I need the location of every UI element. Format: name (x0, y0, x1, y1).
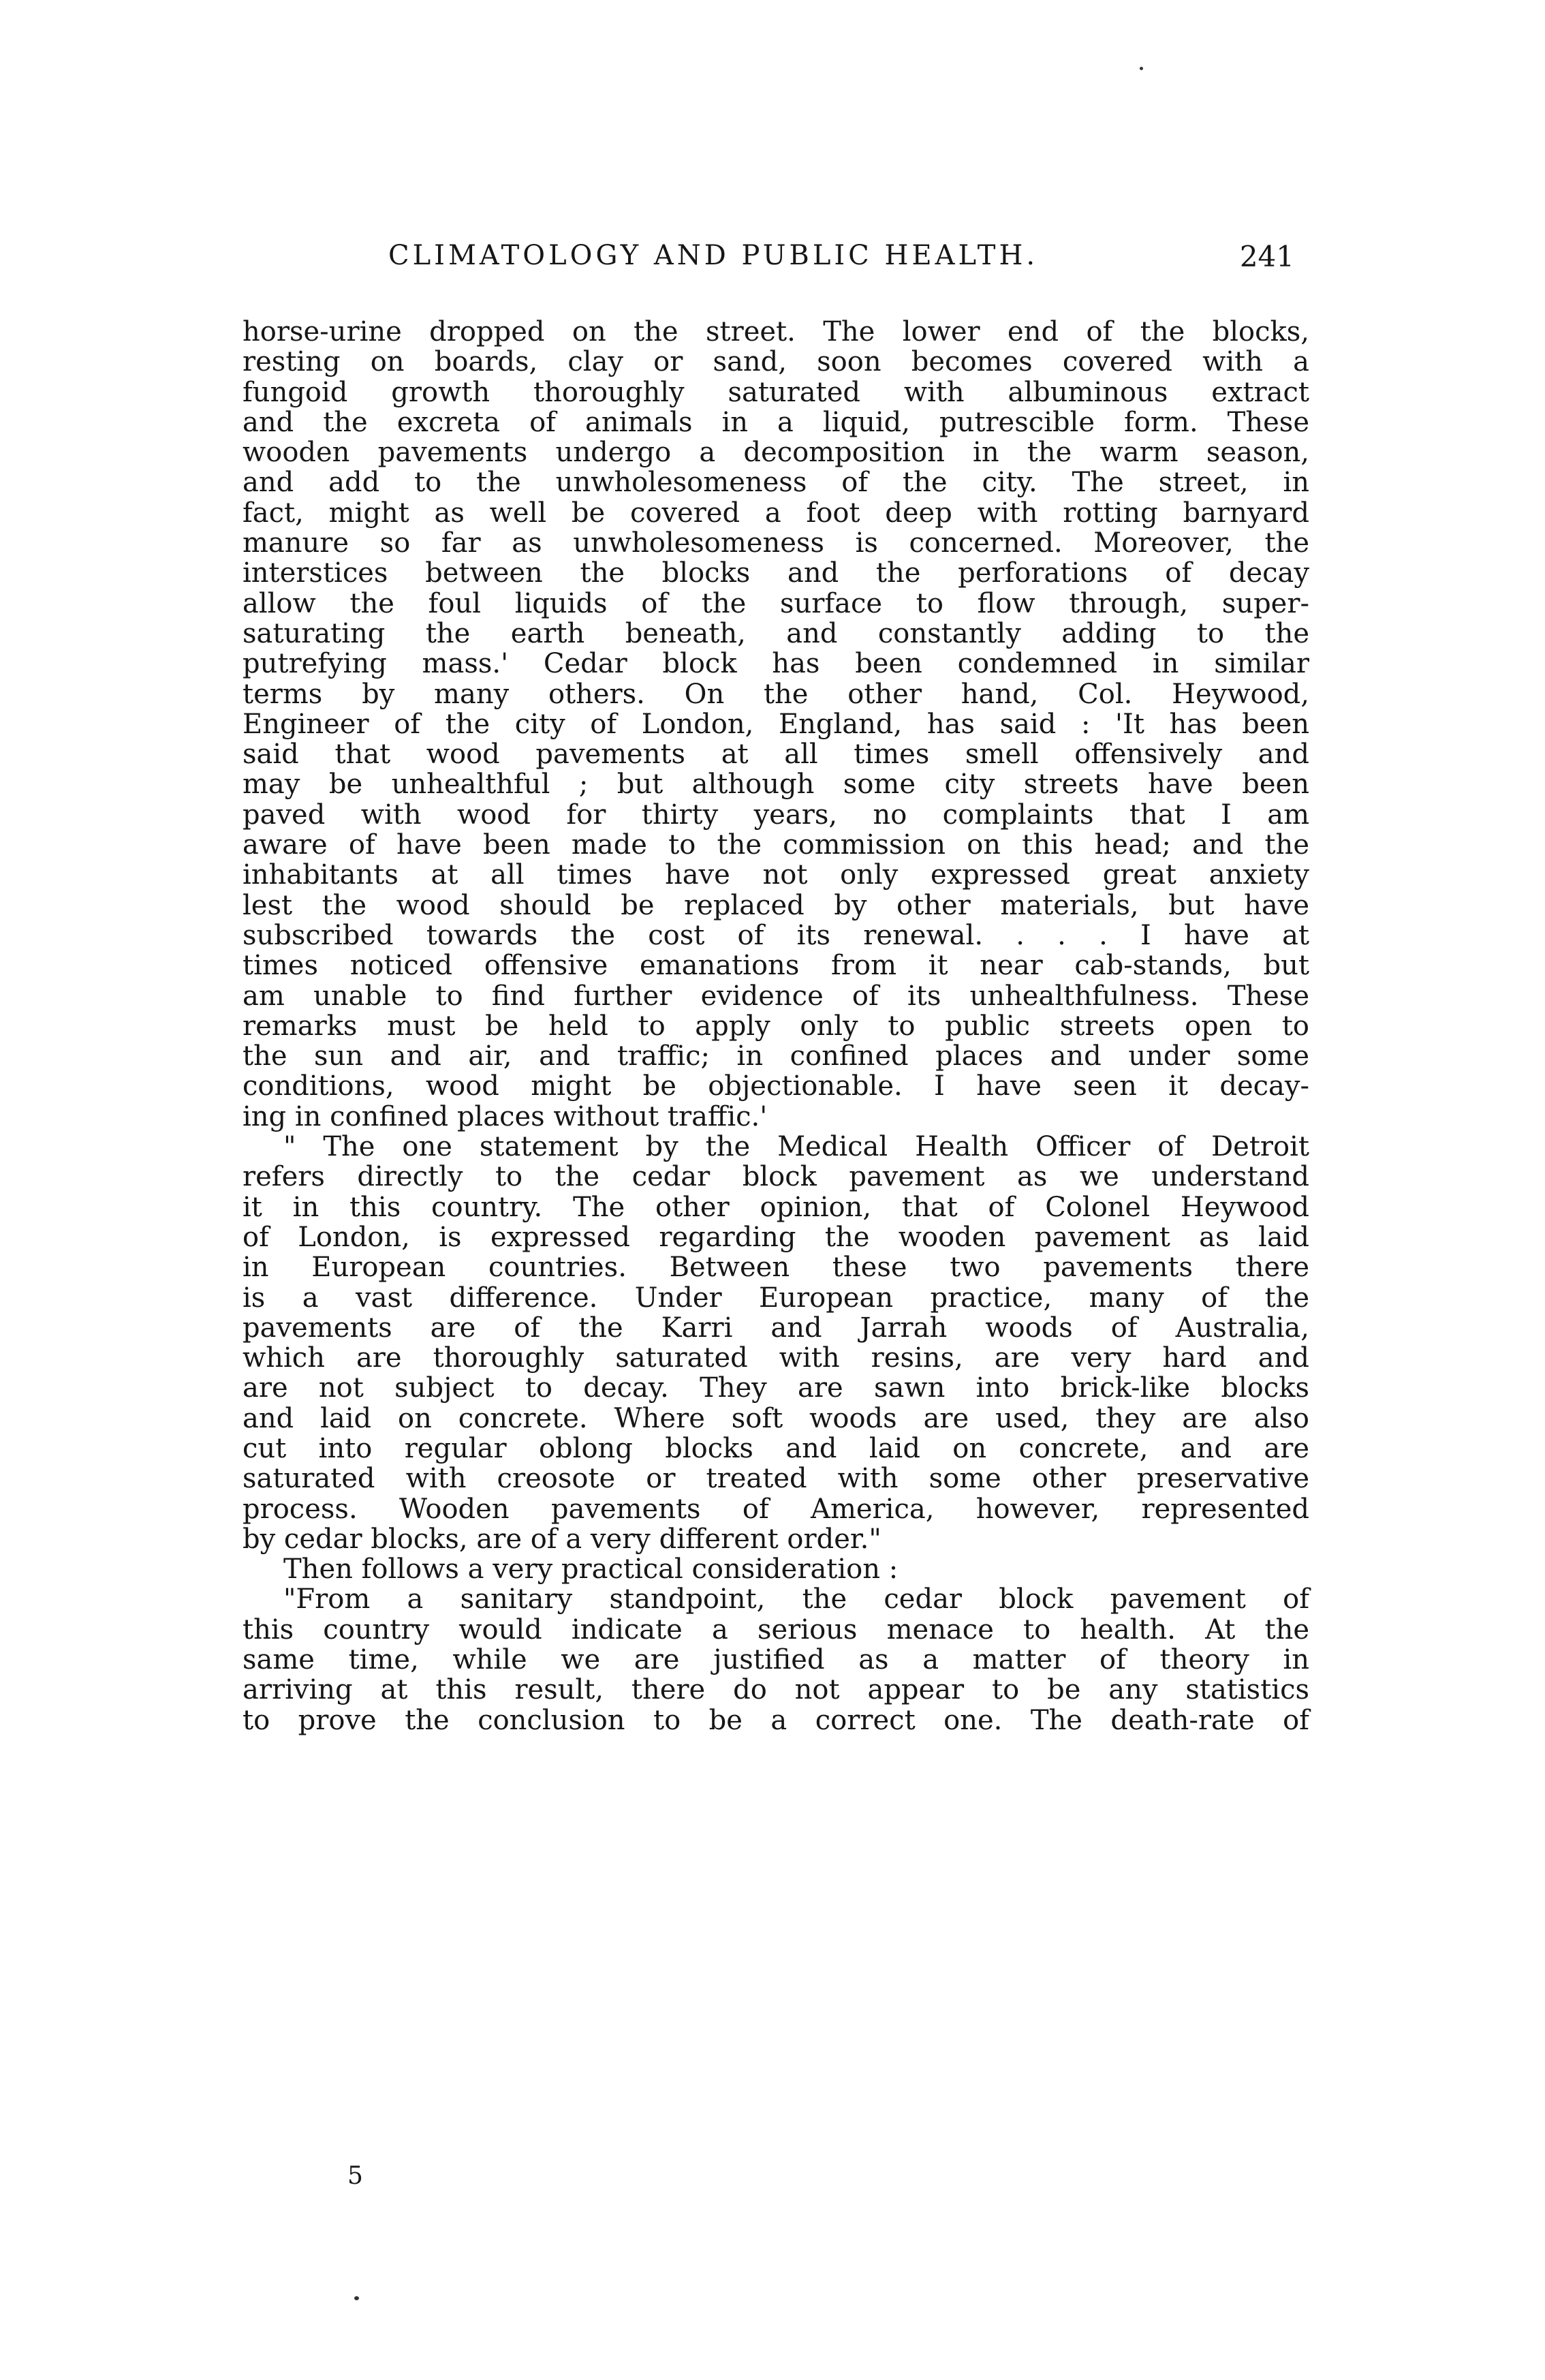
text-line: "From a sanitary standpoint, the cedar block pavement of (283, 1583, 1309, 1616)
signature-mark: 5 (347, 2162, 363, 2190)
text-line: wooden pavements undergo a decomposition in the warm season, (243, 437, 1309, 469)
text-line: said that wood pavements at all times smell offensively and (243, 739, 1309, 771)
text-line: subscribed towards the cost of its renewal. . . . I have at (243, 919, 1309, 951)
text-line: same time, while we are justified as a matter of theory in (243, 1644, 1309, 1676)
text-line: to prove the conclusion to be a correct one. The death-rate of (243, 1704, 1309, 1736)
text-line: is a vast difference. Under European practice, many of the (243, 1282, 1309, 1314)
text-line: refers directly to the cedar block pavement as we understand (243, 1161, 1309, 1193)
text-line: process. Wooden pavements of America, however, represented (243, 1493, 1309, 1525)
running-title: CLIMATOLOGY AND PUBLIC HEALTH. (388, 240, 1039, 271)
text-line: by cedar blocks, are of a very different order." (243, 1523, 881, 1555)
dust-speck (354, 2296, 359, 2300)
text-line: Then follows a very practical consideration : (283, 1554, 899, 1586)
text-line: fact, might as well be covered a foot deep with rotting barnyard (243, 497, 1309, 529)
text-line: ing in confined places without traffic.' (243, 1100, 768, 1132)
text-line: and the excreta of animals in a liquid, putrescible form. These (243, 406, 1309, 438)
text-line: of London, is expressed regarding the wooden pavement as laid (243, 1221, 1309, 1253)
text-line: may be unhealthful ; but although some city streets have been (243, 769, 1309, 801)
text-line: putrefying mass.' Cedar block has been condemned in similar (243, 648, 1309, 680)
text-line: allow the foul liquids of the surface to flow through, super- (243, 587, 1309, 619)
text-line: are not subject to decay. They are sawn into brick-like blocks (243, 1372, 1309, 1404)
running-head (245, 240, 1294, 288)
text-line: cut into regular oblong blocks and laid on concrete, and are (243, 1432, 1309, 1464)
text-line: pavements are of the Karri and Jarrah woods of Australia, (243, 1312, 1309, 1344)
text-line: conditions, wood might be objectionable. I have seen it decay- (243, 1070, 1309, 1102)
page-number: 241 (1239, 240, 1294, 273)
text-line: and add to the unwholesomeness of the city. The street, in (243, 467, 1309, 499)
text-line: inhabitants at all times have not only expressed great anxiety (243, 859, 1309, 891)
text-line: am unable to find further evidence of its unhealthfulness. These (243, 980, 1309, 1012)
text-line: resting on boards, clay or sand, soon becomes covered with a (243, 346, 1309, 378)
text-line: the sun and air, and traffic; in confined places and under some (243, 1040, 1309, 1072)
text-line: Engineer of the city of London, England, has said : 'It has been (243, 708, 1309, 740)
dust-speck (1140, 67, 1143, 70)
text-line: times noticed offensive emanations from it near cab-stands, but (243, 950, 1309, 982)
text-line: " The one statement by the Medical Health Officer of Detroit (283, 1131, 1309, 1163)
text-line: this country would indicate a serious menace to health. At the (243, 1613, 1309, 1645)
text-line: terms by many others. On the other hand, Col. Heywood, (243, 678, 1309, 710)
text-line: fungoid growth thoroughly saturated with albuminous extract (243, 376, 1309, 408)
text-line: which are thoroughly saturated with resins, are very hard and (243, 1342, 1309, 1374)
body-text (243, 317, 1309, 1735)
text-line: it in this country. The other opinion, that of Colonel Heywood (243, 1191, 1309, 1223)
text-line: interstices between the blocks and the perforations of decay (243, 557, 1309, 589)
text-line: remarks must be held to apply only to public streets open to (243, 1010, 1309, 1042)
text-line: arriving at this result, there do not appear to be any statistics (243, 1674, 1309, 1706)
text-line: lest the wood should be replaced by other materials, but have (243, 889, 1309, 921)
text-line: saturated with creosote or treated with some other preservative (243, 1463, 1309, 1495)
text-line: and laid on concrete. Where soft woods are used, they are also (243, 1402, 1309, 1434)
text-line: paved with wood for thirty years, no complaints that I am (243, 799, 1309, 831)
text-line: in European countries. Between these two pavements there (243, 1252, 1309, 1284)
text-line: manure so far as unwholesomeness is concerned. Moreover, the (243, 527, 1309, 559)
text-line: horse-urine dropped on the street. The lower end of the blocks, (243, 316, 1309, 347)
text-line: saturating the earth beneath, and constantly adding to the (243, 617, 1309, 649)
text-line: aware of have been made to the commission on this head; and the (243, 829, 1309, 861)
